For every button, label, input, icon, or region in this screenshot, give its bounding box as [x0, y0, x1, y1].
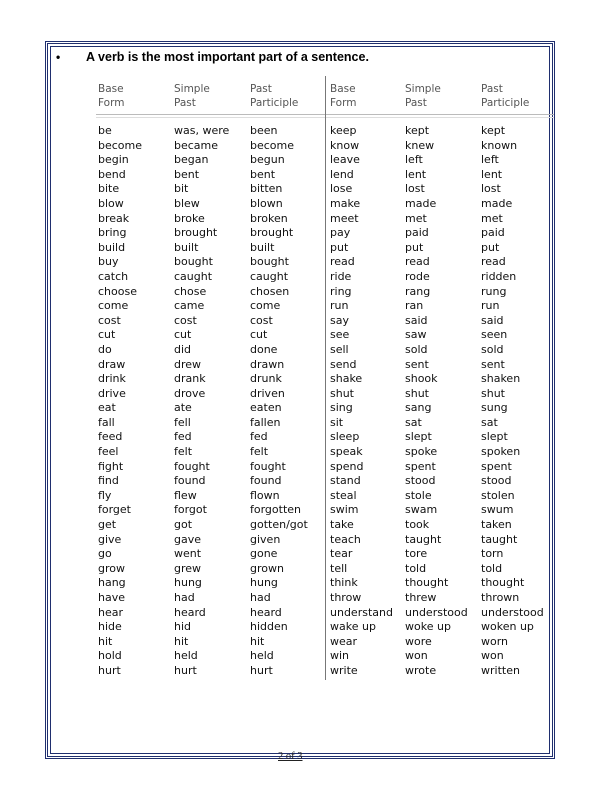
cell-base-form-right: see — [330, 328, 350, 342]
cell-past-participle-right: sung — [481, 401, 508, 415]
cell-base-form-right: shake — [330, 372, 363, 386]
cell-past-participle-right: woken up — [481, 620, 534, 634]
cell-simple-past-right: taught — [405, 532, 442, 546]
table-row — [98, 635, 560, 650]
cell-base-form-right: take — [330, 518, 354, 532]
cell-past-participle-right: thrown — [481, 591, 520, 604]
cell-base-form-left: grow — [98, 561, 125, 575]
cell-base-form-left: eat — [98, 401, 116, 415]
cell-base-form-left: hit — [98, 634, 113, 648]
cell-past-participle-right: made — [481, 196, 513, 210]
table-row — [98, 445, 560, 460]
cell-simple-past-left: bit — [174, 182, 189, 196]
cell-simple-past-right: made — [405, 196, 437, 210]
cell-past-participle-right: shaken — [481, 372, 521, 386]
cell-base-form-right: stand — [330, 474, 361, 488]
table-row — [98, 649, 560, 664]
cell-base-form-right: sit — [330, 415, 344, 429]
cell-base-form-right: run — [330, 299, 349, 313]
cell-simple-past-left: felt — [174, 445, 193, 459]
cell-simple-past-left: broke — [174, 211, 205, 225]
cell-simple-past-left: heard — [174, 605, 206, 619]
cell-simple-past-left: blew — [174, 196, 200, 210]
cell-simple-past-left: did — [174, 342, 192, 356]
cell-past-participle-left: hurt — [250, 663, 273, 677]
cell-base-form-left: cut — [98, 328, 116, 342]
cell-past-participle-left: drawn — [250, 357, 285, 371]
cell-past-participle-right: spoken — [481, 445, 521, 459]
heading-line — [56, 50, 546, 68]
cell-past-participle-right: stood — [481, 474, 512, 488]
cell-past-participle-left: broken — [250, 211, 288, 225]
cell-past-participle-left: hung — [250, 576, 278, 590]
table-row — [98, 503, 560, 518]
cell-past-participle-right: slept — [481, 430, 508, 444]
table-row — [98, 255, 560, 270]
cell-base-form-right: make — [330, 196, 361, 210]
cell-base-form-left: feed — [98, 430, 123, 444]
cell-base-form-left: forget — [98, 503, 131, 517]
cell-base-form-right: steal — [330, 488, 357, 502]
cell-base-form-left: hurt — [98, 663, 121, 677]
cell-past-participle-right: put — [481, 240, 500, 254]
cell-simple-past-left: got — [174, 518, 193, 532]
cell-simple-past-right: rang — [405, 284, 431, 298]
cell-base-form-left: buy — [98, 255, 119, 269]
cell-past-participle-right: written — [481, 663, 520, 677]
cell-simple-past-right: stood — [405, 474, 436, 488]
cell-past-participle-right: kept — [481, 124, 506, 137]
cell-past-participle-left: chosen — [250, 284, 290, 298]
cell-base-form-right: throw — [330, 591, 362, 604]
table-row — [98, 620, 560, 635]
cell-past-participle-left: gotten/got — [250, 518, 308, 532]
cell-past-participle-right: shut — [481, 386, 505, 400]
cell-past-participle-left: caught — [250, 269, 289, 283]
cell-base-form-right: swim — [330, 503, 359, 517]
table-row — [98, 547, 560, 562]
cell-simple-past-left: flew — [174, 488, 197, 502]
cell-past-participle-left: blown — [250, 196, 283, 210]
cell-simple-past-right: wrote — [405, 663, 437, 677]
cell-simple-past-right: took — [405, 518, 430, 532]
cell-past-participle-left: hidden — [250, 620, 288, 634]
cell-simple-past-left: went — [174, 547, 202, 561]
cell-simple-past-right: thought — [405, 576, 449, 590]
cell-past-participle-right: met — [481, 211, 503, 225]
heading-text: A verb is the most important part of a sentence. — [86, 50, 369, 64]
cell-past-participle-right: spent — [481, 459, 512, 473]
cell-simple-past-right: shook — [405, 372, 438, 386]
table-row — [98, 664, 560, 679]
cell-simple-past-left: was, were — [174, 124, 230, 137]
header-past-participle-left: Past Participle — [250, 83, 299, 109]
cell-base-form-left: bend — [98, 167, 126, 181]
cell-simple-past-right: sold — [405, 342, 428, 356]
cell-past-participle-left: driven — [250, 386, 285, 400]
cell-base-form-left: fall — [98, 415, 115, 429]
cell-simple-past-left: bent — [174, 167, 200, 181]
table-row — [98, 606, 560, 621]
table-row — [98, 562, 560, 577]
cell-base-form-left: hang — [98, 576, 126, 590]
cell-base-form-right: wear — [330, 634, 358, 648]
cell-past-participle-right: worn — [481, 634, 509, 648]
cell-base-form-right: know — [330, 138, 360, 152]
cell-past-participle-left: begun — [250, 153, 285, 167]
cell-simple-past-right: knew — [405, 138, 435, 152]
cell-simple-past-right: read — [405, 255, 430, 269]
cell-base-form-left: do — [98, 342, 112, 356]
cell-past-participle-left: fed — [250, 430, 268, 444]
cell-simple-past-left: held — [174, 649, 198, 663]
cell-past-participle-right: said — [481, 313, 504, 327]
cell-simple-past-left: came — [174, 299, 205, 313]
cell-simple-past-right: paid — [405, 226, 429, 240]
table-row — [98, 270, 560, 285]
cell-simple-past-right: stole — [405, 488, 432, 502]
cell-base-form-left: drive — [98, 386, 126, 400]
cell-simple-past-right: kept — [405, 124, 430, 137]
cell-past-participle-left: cut — [250, 328, 268, 342]
cell-base-form-left: get — [98, 518, 117, 532]
table-row — [98, 299, 560, 314]
cell-base-form-left: break — [98, 211, 130, 225]
cell-base-form-right: ring — [330, 284, 352, 298]
table-row — [98, 212, 560, 227]
cell-past-participle-left: bent — [250, 167, 276, 181]
cell-simple-past-left: hurt — [174, 663, 197, 677]
cell-simple-past-right: wore — [405, 634, 432, 648]
cell-past-participle-left: come — [250, 299, 281, 313]
cell-simple-past-left: hung — [174, 576, 202, 590]
cell-past-participle-right: lent — [481, 167, 503, 181]
cell-simple-past-right: ran — [405, 299, 424, 313]
cell-simple-past-right: said — [405, 313, 428, 327]
cell-simple-past-left: fell — [174, 415, 191, 429]
cell-simple-past-left: hid — [174, 620, 192, 634]
table-row — [98, 182, 560, 197]
cell-simple-past-right: shut — [405, 386, 429, 400]
cell-past-participle-left: eaten — [250, 401, 282, 415]
cell-simple-past-right: woke up — [405, 620, 451, 634]
cell-simple-past-left: drank — [174, 372, 206, 386]
cell-base-form-left: find — [98, 474, 119, 488]
cell-past-participle-right: won — [481, 649, 504, 663]
cell-simple-past-right: spent — [405, 459, 436, 473]
cell-past-participle-right: stolen — [481, 488, 515, 502]
cell-simple-past-right: understood — [405, 605, 468, 619]
cell-base-form-left: hear — [98, 605, 124, 619]
cell-base-form-right: sleep — [330, 430, 360, 444]
cell-base-form-right: spend — [330, 459, 364, 473]
cell-simple-past-right: won — [405, 649, 428, 663]
cell-past-participle-left: flown — [250, 488, 280, 502]
cell-simple-past-right: told — [405, 561, 427, 575]
cell-past-participle-right: paid — [481, 226, 505, 240]
cell-base-form-right: lend — [330, 167, 354, 181]
cell-past-participle-left: given — [250, 532, 281, 546]
table-row — [98, 358, 560, 373]
table-row — [98, 387, 560, 402]
cell-base-form-left: catch — [98, 269, 129, 283]
cell-past-participle-left: become — [250, 138, 295, 152]
cell-base-form-left: have — [98, 591, 125, 604]
table-row — [98, 241, 560, 256]
cell-simple-past-left: brought — [174, 226, 218, 240]
cell-simple-past-right: lent — [405, 167, 427, 181]
cell-simple-past-left: hit — [174, 634, 189, 648]
cell-past-participle-right: torn — [481, 547, 504, 561]
table-row — [98, 226, 560, 241]
cell-base-form-left: hide — [98, 620, 122, 634]
cell-base-form-right: speak — [330, 445, 363, 459]
cell-past-participle-left: felt — [250, 445, 269, 459]
cell-base-form-left: hold — [98, 649, 122, 663]
cell-past-participle-left: drunk — [250, 372, 282, 386]
cell-simple-past-right: swam — [405, 503, 438, 517]
cell-past-participle-left: grown — [250, 561, 284, 575]
cell-past-participle-left: bought — [250, 255, 289, 269]
cell-past-participle-right: understood — [481, 605, 544, 619]
cell-simple-past-right: spoke — [405, 445, 438, 459]
cell-past-participle-right: swum — [481, 503, 514, 517]
cell-base-form-right: ride — [330, 269, 352, 283]
cell-past-participle-right: run — [481, 299, 500, 313]
table-row — [98, 328, 560, 343]
cell-past-participle-right: sat — [481, 415, 498, 429]
cell-past-participle-right: known — [481, 138, 518, 152]
header-base-form-left: Base Form — [98, 83, 125, 109]
cell-base-form-right: sell — [330, 342, 349, 356]
cell-past-participle-right: left — [481, 153, 499, 167]
cell-past-participle-left: brought — [250, 226, 294, 240]
table-row — [98, 518, 560, 533]
cell-base-form-left: bring — [98, 226, 127, 240]
cell-simple-past-left: began — [174, 153, 209, 167]
cell-past-participle-right: read — [481, 255, 506, 269]
cell-base-form-right: shut — [330, 386, 354, 400]
cell-base-form-left: build — [98, 240, 126, 254]
cell-past-participle-left: been — [250, 124, 278, 137]
table-row — [98, 153, 560, 168]
cell-base-form-left: fight — [98, 459, 124, 473]
cell-past-participle-left: hit — [250, 634, 265, 648]
cell-base-form-right: teach — [330, 532, 361, 546]
table-row — [98, 401, 560, 416]
table-header-row — [98, 80, 560, 114]
cell-past-participle-right: seen — [481, 328, 508, 342]
cell-past-participle-left: forgotten — [250, 503, 302, 517]
table-row — [98, 168, 560, 183]
cell-past-participle-right: rung — [481, 284, 507, 298]
table-row — [98, 474, 560, 489]
cell-simple-past-left: built — [174, 240, 199, 254]
cell-simple-past-right: saw — [405, 328, 427, 342]
cell-base-form-left: go — [98, 547, 112, 561]
cell-simple-past-left: gave — [174, 532, 202, 546]
cell-base-form-left: choose — [98, 284, 137, 298]
cell-simple-past-right: lost — [405, 182, 425, 196]
table-row — [98, 197, 560, 212]
cell-past-participle-left: gone — [250, 547, 278, 561]
cell-base-form-left: blow — [98, 196, 124, 210]
table-row — [98, 372, 560, 387]
cell-simple-past-left: cut — [174, 328, 192, 342]
cell-simple-past-left: drew — [174, 357, 202, 371]
cell-base-form-right: lose — [330, 182, 353, 196]
cell-past-participle-right: ridden — [481, 269, 517, 283]
cell-past-participle-left: bitten — [250, 182, 283, 196]
header-simple-past-left: Simple Past — [174, 83, 210, 109]
cell-base-form-left: become — [98, 138, 143, 152]
cell-base-form-right: pay — [330, 226, 351, 240]
cell-past-participle-right: lost — [481, 182, 501, 196]
cell-base-form-right: meet — [330, 211, 359, 225]
verb-table — [98, 80, 560, 680]
cell-past-participle-left: heard — [250, 605, 282, 619]
cell-past-participle-left: had — [250, 591, 271, 604]
cell-base-form-right: leave — [330, 153, 360, 167]
cell-base-form-right: read — [330, 255, 355, 269]
cell-simple-past-left: caught — [174, 269, 213, 283]
cell-simple-past-left: fought — [174, 459, 210, 473]
cell-past-participle-left: done — [250, 342, 278, 356]
cell-past-participle-left: built — [250, 240, 275, 254]
cell-base-form-right: keep — [330, 124, 357, 137]
cell-simple-past-right: put — [405, 240, 424, 254]
cell-past-participle-right: sent — [481, 357, 505, 371]
header-past-participle-right: Past Participle — [481, 83, 530, 109]
cell-past-participle-right: taken — [481, 518, 512, 532]
cell-simple-past-left: grew — [174, 561, 202, 575]
table-row — [98, 591, 560, 606]
cell-base-form-right: say — [330, 313, 349, 327]
cell-simple-past-right: slept — [405, 430, 432, 444]
cell-base-form-left: be — [98, 124, 112, 137]
cell-base-form-left: draw — [98, 357, 126, 371]
cell-simple-past-left: cost — [174, 313, 197, 327]
cell-simple-past-right: threw — [405, 591, 437, 604]
cell-base-form-left: give — [98, 532, 122, 546]
cell-base-form-right: wake up — [330, 620, 376, 634]
table-row — [98, 343, 560, 358]
cell-past-participle-left: fallen — [250, 415, 281, 429]
cell-base-form-left: begin — [98, 153, 129, 167]
table-row — [98, 489, 560, 504]
table-body — [98, 124, 560, 679]
cell-base-form-left: cost — [98, 313, 121, 327]
cell-past-participle-right: thought — [481, 576, 525, 590]
cell-past-participle-right: taught — [481, 532, 518, 546]
cell-simple-past-right: sang — [405, 401, 432, 415]
cell-past-participle-right: sold — [481, 342, 504, 356]
cell-simple-past-right: sent — [405, 357, 429, 371]
table-row — [98, 285, 560, 300]
table-row — [98, 416, 560, 431]
header-base-form-right: Base Form — [330, 83, 357, 109]
table-row — [98, 314, 560, 329]
cell-simple-past-right: rode — [405, 269, 430, 283]
cell-past-participle-left: cost — [250, 313, 273, 327]
cell-base-form-right: put — [330, 240, 349, 254]
table-row — [98, 430, 560, 445]
bullet-icon: • — [56, 50, 61, 64]
cell-simple-past-right: tore — [405, 547, 428, 561]
cell-base-form-right: understand — [330, 605, 393, 619]
cell-base-form-right: tell — [330, 561, 348, 575]
cell-simple-past-right: left — [405, 153, 423, 167]
cell-simple-past-left: ate — [174, 401, 192, 415]
cell-simple-past-left: chose — [174, 284, 207, 298]
table-row — [98, 533, 560, 548]
cell-simple-past-left: bought — [174, 255, 213, 269]
cell-base-form-left: feel — [98, 445, 119, 459]
table-row — [98, 460, 560, 475]
cell-base-form-right: win — [330, 649, 350, 663]
cell-base-form-right: sing — [330, 401, 353, 415]
cell-past-participle-left: found — [250, 474, 282, 488]
cell-simple-past-left: drove — [174, 386, 206, 400]
cell-base-form-left: drink — [98, 372, 126, 386]
cell-base-form-left: come — [98, 299, 129, 313]
cell-simple-past-left: found — [174, 474, 206, 488]
cell-past-participle-left: held — [250, 649, 274, 663]
cell-base-form-left: bite — [98, 182, 120, 196]
cell-base-form-right: send — [330, 357, 357, 371]
cell-past-participle-right: told — [481, 561, 503, 575]
header-simple-past-right: Simple Past — [405, 83, 441, 109]
table-row — [98, 576, 560, 591]
cell-simple-past-left: had — [174, 591, 195, 604]
cell-simple-past-right: sat — [405, 415, 422, 429]
cell-base-form-right: write — [330, 663, 358, 677]
cell-past-participle-left: fought — [250, 459, 286, 473]
table-row — [98, 124, 560, 139]
table-row — [98, 139, 560, 154]
cell-simple-past-right: met — [405, 211, 427, 225]
cell-base-form-left: fly — [98, 488, 112, 502]
cell-base-form-right: think — [330, 576, 358, 590]
cell-simple-past-left: forgot — [174, 503, 207, 517]
cell-base-form-right: tear — [330, 547, 353, 561]
page-number: 2 of 3 — [278, 751, 303, 762]
cell-simple-past-left: fed — [174, 430, 192, 444]
cell-simple-past-left: became — [174, 138, 219, 152]
